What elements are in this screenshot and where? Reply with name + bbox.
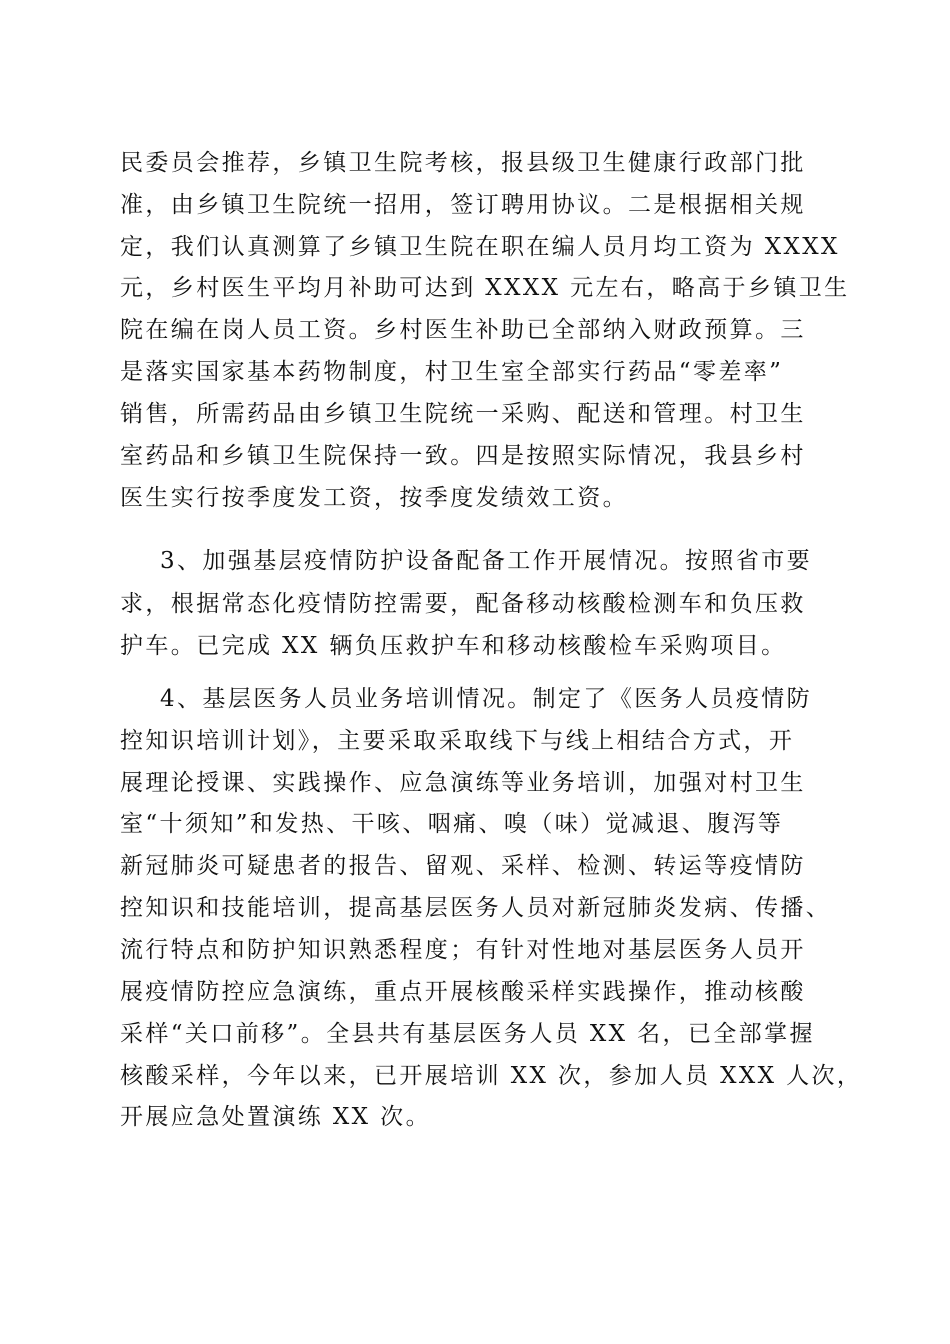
text-line: 元，乡村医生平均月补助可达到 XXXX 元左右，略高于乡镇卫生 xyxy=(120,275,850,301)
text-line: 求，根据常态化疫情防控需要，配备移动核酸检测车和负压救 xyxy=(120,591,806,617)
text-line: 护车。已完成 XX 辆负压救护车和移动核酸检车采购项目。 xyxy=(120,633,787,659)
text-line: 院在编在岗人员工资。乡村医生补助已全部纳入财政预算。三 xyxy=(120,317,806,343)
paragraph-4-first-line: 4、基层医务人员业务培训情况。制定了《医务人员疫情防 xyxy=(160,686,813,712)
paragraph-3-first-line: 3、加强基层疫情防护设备配备工作开展情况。按照省市要 xyxy=(160,548,813,574)
text-line: 医生实行按季度发工资，按季度发绩效工资。 xyxy=(120,485,628,511)
text-line: 室药品和乡镇卫生院保持一致。四是按照实际情况，我县乡村 xyxy=(120,443,806,469)
text-line: 民委员会推荐，乡镇卫生院考核，报县级卫生健康行政部门批 xyxy=(120,150,806,176)
text-line: 控知识和技能培训，提高基层医务人员对新冠肺炎发病、传播、 xyxy=(120,895,832,921)
text-line: 准，由乡镇卫生院统一招用，签订聘用协议。二是根据相关规 xyxy=(120,192,806,218)
text-line: 定，我们认真测算了乡镇卫生院在职在编人员月均工资为 XXXX xyxy=(120,234,840,260)
text-line: 室“十须知”和发热、干咳、咽痛、嗅（味）觉减退、腹泻等 xyxy=(120,811,784,837)
text-line: 展疫情防控应急演练，重点开展核酸采样实践操作，推动核酸 xyxy=(120,979,806,1005)
text-line: 销售，所需药品由乡镇卫生院统一采购、配送和管理。村卫生 xyxy=(120,401,806,427)
text-line: 是落实国家基本药物制度，村卫生室全部实行药品“零差率” xyxy=(120,359,784,385)
text-line: 新冠肺炎可疑患者的报告、留观、采样、检测、转运等疫情防 xyxy=(120,853,806,879)
text-line: 开展应急处置演练 XX 次。 xyxy=(120,1104,431,1130)
text-line: 控知识培训计划》，主要采取采取线下与线上相结合方式，开 xyxy=(120,728,795,754)
text-line: 采样“关口前移”。全县共有基层医务人员 XX 名，已全部掌握 xyxy=(120,1021,815,1047)
text-line: 展理论授课、实践操作、应急演练等业务培训，加强对村卫生 xyxy=(120,770,806,796)
text-line: 流行特点和防护知识熟悉程度；有针对性地对基层医务人员开 xyxy=(120,937,806,963)
text-line: 核酸采样，今年以来，已开展培训 XX 次，参加人员 XXX 人次， xyxy=(120,1063,863,1089)
